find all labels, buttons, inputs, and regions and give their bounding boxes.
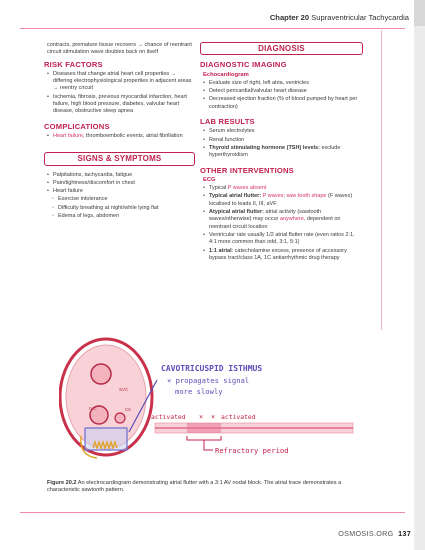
ecg1-text: Typical: [209, 185, 228, 192]
risk-factors-list: [47, 71, 195, 116]
page-number: 137: [398, 529, 411, 538]
cs-label: CS: [125, 407, 131, 412]
atrial-flutter-figure: [59, 336, 361, 476]
diagnostic-imaging-heading: DIAGNOSTIC IMAGING: [200, 60, 287, 70]
echo-list: [203, 80, 363, 111]
diagnosis-heading: DIAGNOSIS: [200, 42, 363, 55]
list-item: • Detect pericardial/valvular heart disease: [203, 88, 363, 95]
chapter-number: Chapter 20: [269, 13, 310, 22]
signs-list: [47, 172, 195, 221]
ecg3-text-a: atrial activity (sawtooth waves/otherwise) may occur: [209, 209, 322, 223]
list-item: [203, 209, 363, 231]
ecg1-highlight: P waves absent: [227, 185, 267, 192]
echocardiogram-heading: Echocardiogram: [203, 71, 249, 78]
left-column: [44, 42, 195, 221]
chapter-title: Supraventricular Tachycardia: [311, 13, 409, 22]
list-item: • Ischemia, fibrosis, previous myocardial infarction, heart failure, high blood pressure, diabetes, valvular heart disease, obstructive sleep apnea: [47, 94, 195, 116]
ecg3-highlight: anywhere: [279, 216, 304, 223]
list-item: • Diseases that change atrial heart cell properties → differing electrophysiological properties in adjacent areas → reentry circuit: [47, 71, 195, 93]
cross-mark-1: ×: [199, 413, 204, 421]
ecg-heading: ECG: [203, 176, 216, 183]
signs-symptoms-heading: SIGNS & SYMPTOMS: [44, 152, 195, 165]
list-item: • Pain/tightness/discomfort in chest: [47, 180, 195, 187]
ecg2-text: (F waves) localised to leads II, III, aVF: [209, 193, 353, 207]
lab-results-heading: LAB RESULTS: [200, 117, 255, 127]
ecg5-text: : catecholamine excess, presence of accessory bypass tract/class 1A, 1C antiarrhythmic drug therapy: [209, 247, 347, 261]
svc-vessel: [91, 364, 111, 384]
right-column: [200, 42, 363, 263]
list-item: • Evaluate size of right, left atria, ventricles: [203, 80, 363, 87]
svc-label: SVC: [119, 387, 129, 392]
tsh-label: Thyroid stimulating hormone (TSH) levels:: [209, 144, 320, 151]
ecg3-text-b: , dependent on reentrant circuit location: [209, 216, 341, 230]
isthmus-annotation-title: CAVOTRICUSPID ISTHMUS: [161, 364, 263, 373]
sub-list-item: ◦ Edema of legs, abdomen: [47, 213, 195, 220]
page-edge-accent: [414, 0, 425, 26]
other-interventions-heading: OTHER INTERVENTIONS: [200, 165, 294, 175]
list-item: [203, 193, 363, 208]
list-item: [203, 145, 363, 160]
activated-label-left: activated: [151, 413, 186, 421]
sub-list-item: ◦ Exercise intolerance: [47, 196, 195, 203]
page-edge-bar: [414, 0, 425, 550]
sub-list-item: ◦ Difficulty breathing at night/while lying flat: [47, 205, 195, 212]
ivc-label: IVC: [89, 406, 97, 411]
site-name[interactable]: OSMOSIS.ORG: [338, 529, 394, 538]
list-item: • Decreased ejection fraction (% of blood pumped by heart per contraction): [203, 96, 363, 111]
cs-vessel: [115, 413, 125, 423]
cross-mark-2: ×: [211, 413, 216, 421]
list-item: [47, 133, 195, 140]
figure-caption: [47, 480, 355, 495]
risk-factors-heading: RISK FACTORS: [44, 59, 103, 69]
activated-label-right: activated: [221, 413, 256, 421]
list-item: • Renal function: [203, 137, 363, 144]
caption-label: Figure 20.2: [47, 480, 77, 486]
list-item: • Ventricular rate usually 1/2 atrial flutter rate (even ratios 2:1, 4:1 more common than odd, 3:1, 5:1): [203, 232, 363, 247]
page-footer: [338, 529, 411, 538]
ecg2-highlight: P waves; saw tooth shape: [262, 193, 327, 200]
page-header: [270, 13, 409, 22]
lab-list: [203, 128, 363, 159]
ecg2-label: Typical atrial flutter:: [209, 193, 263, 200]
footer-rule: [20, 512, 405, 513]
header-rule: [20, 28, 405, 29]
complications-list: [47, 133, 195, 140]
list-item: [203, 185, 363, 192]
ecg5-label: 1:1 atrial: [209, 247, 232, 254]
caption-text: An electrocardiogram demonstrating atrial flutter with a 3:1 AV nodal block. The atrial trace demonstrates a characteristic sawtooth pattern.: [47, 480, 342, 494]
intro-text: contracts, premature tissue recovers → chance of reentrant circuit stimulation wave doubles back on itself: [47, 42, 192, 56]
refractory-pointer: [204, 440, 213, 450]
isthmus-annotation-line1: × propagates signal: [167, 376, 250, 385]
isthmus-annotation-line2: more slowly: [175, 387, 223, 396]
list-item: • Palpitations, tachycardia, fatigue: [47, 172, 195, 179]
complication-rest: , thromboembolic events, atrial fibrillation: [82, 132, 183, 139]
complication-highlight: Heart failure: [53, 132, 83, 139]
ecg-list: [203, 185, 363, 262]
list-item: [203, 248, 363, 263]
ecg3-label: Atypical atrial flutter:: [209, 209, 265, 216]
refractory-label: Refractory period: [215, 446, 289, 455]
list-item: • Heart failure: [47, 188, 195, 195]
tsh-text: exclude hyperthyroidism: [209, 144, 341, 159]
list-item: • Serum electrolytes: [203, 128, 363, 135]
refractory-bracket: [187, 436, 221, 440]
column-rule: [381, 30, 382, 330]
complications-heading: COMPLICATIONS: [44, 121, 110, 131]
refractory-zone: [187, 423, 221, 433]
